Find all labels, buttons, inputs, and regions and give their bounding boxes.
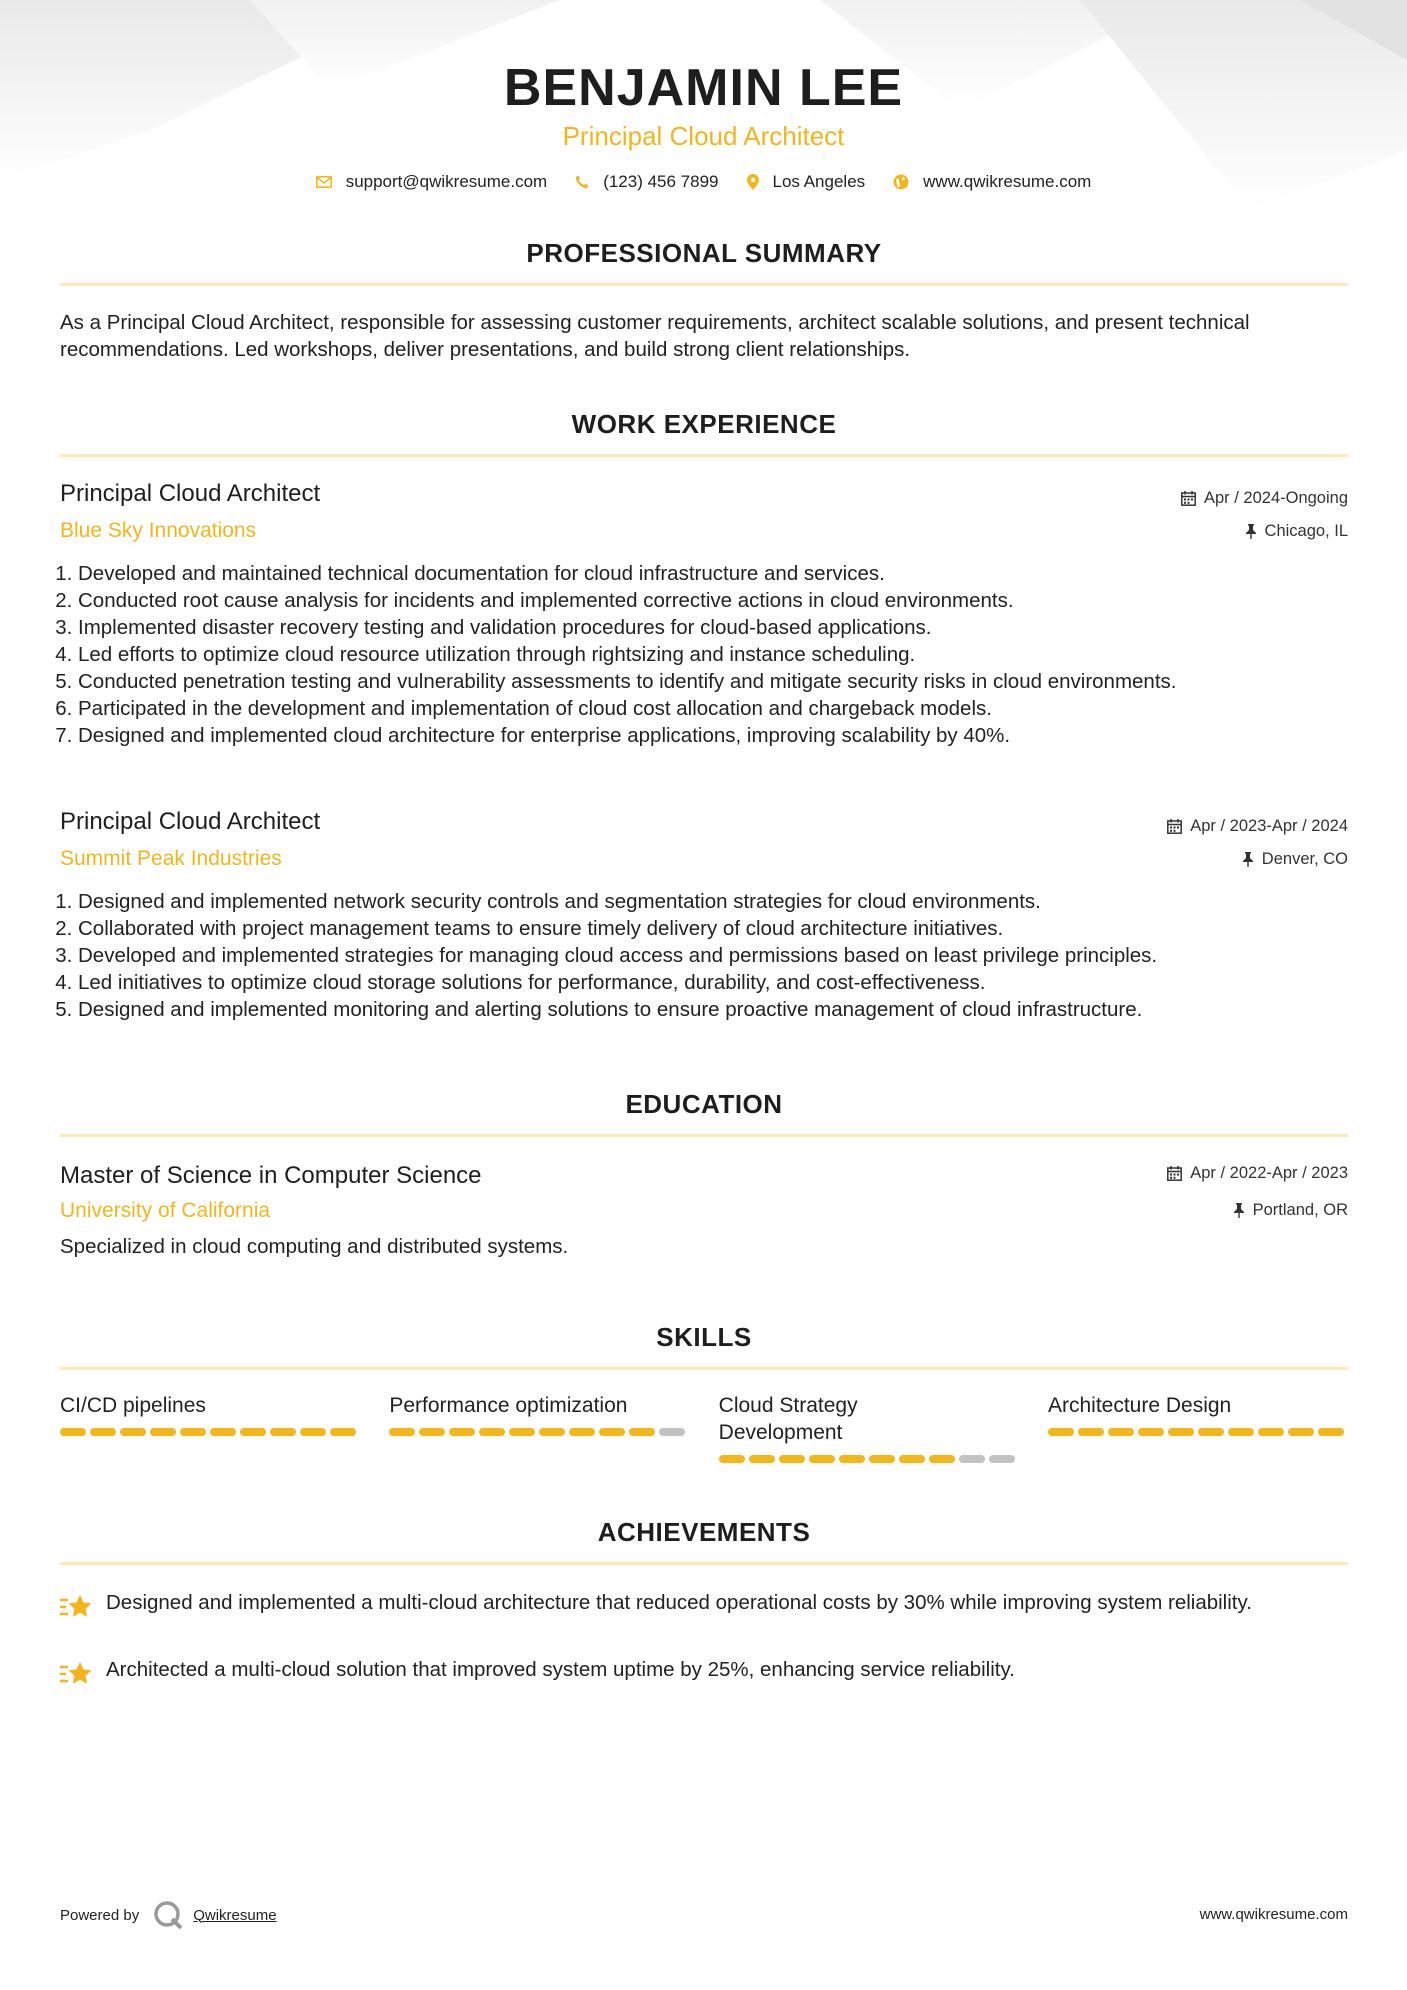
skill-segment-filled [929,1455,955,1463]
skill-item [60,1392,360,1463]
achievement-item [60,1656,1348,1688]
skill-segment-filled [899,1455,925,1463]
contact-website[interactable] [893,172,1091,192]
education-dates [1167,1164,1348,1183]
job-duties-list [60,560,1366,749]
education-location-text: Portland, OR [1252,1201,1348,1219]
duty-item: 1. Designed and implemented network security controls and segmentation strategies for cloud environments. [78,888,1366,915]
contact-phone[interactable] [575,172,718,192]
education-description: Specialized in cloud computing and distributed systems. [60,1235,569,1258]
skill-segment-filled [539,1428,565,1436]
achievement-text: Architected a multi-cloud solution that improved system uptime by 25%, enhancing service reliability. [106,1658,1015,1681]
skill-segment-filled [1198,1428,1224,1436]
achievements-heading: ACHIEVEMENTS [597,1517,811,1547]
job-location [1245,522,1348,541]
experience-heading: WORK EXPERIENCE [571,409,837,439]
skill-name: Architecture Design [1047,1394,1232,1417]
skill-item [1048,1392,1348,1463]
skill-segment-filled [1108,1428,1134,1436]
skill-segment-empty [959,1455,985,1463]
envelope-icon [316,176,332,188]
section-divider [60,1367,1348,1370]
skill-segment-filled [569,1428,595,1436]
skill-segment-filled [240,1428,266,1436]
summary-text: As a Principal Cloud Architect, responsible for assessing customer requirements, architect scalable solutions, and present technical recommendations. Led workshops, deliver presentations, and build strong client relationships. [60,311,1250,361]
skill-segment-filled [869,1455,895,1463]
duty-item: 3. Implemented disaster recovery testing and validation procedures for cloud-based applications. [78,614,1366,641]
job-title: Principal Cloud Architect [60,480,321,507]
contact-location [747,172,866,192]
skill-segment-filled [210,1428,236,1436]
skill-name: Cloud Strategy Development [718,1394,858,1444]
skill-segment-filled [629,1428,655,1436]
duty-item: 3. Developed and implemented strategies for managing cloud access and permissions based on least privilege principles. [78,942,1366,969]
section-divider [60,454,1348,457]
job-location-text: Chicago, IL [1264,522,1348,540]
pushpin-icon [1245,524,1257,539]
skill-item [719,1392,1019,1463]
achievement-text: Designed and implemented a multi-cloud architecture that reduced operational costs by 30% while improving system reliability. [106,1591,1252,1614]
skill-segment-filled [419,1428,445,1436]
skills-heading: SKILLS [656,1322,752,1352]
skill-segment-filled [120,1428,146,1436]
company-name: Blue Sky Innovations [60,519,257,542]
section-divider [60,1134,1348,1137]
skill-segment-filled [599,1428,625,1436]
qwikresume-logo-icon [153,1900,185,1930]
education-dates-text: Apr / 2022-Apr / 2023 [1190,1164,1348,1182]
job-location-text: Denver, CO [1261,850,1348,868]
skill-segment-filled [449,1428,475,1436]
map-pin-icon [747,174,759,190]
skill-segment-filled [809,1455,835,1463]
skill-name: CI/CD pipelines [60,1394,206,1417]
resume-header [0,58,1407,152]
contact-location-text: Los Angeles [772,172,866,191]
skill-item [389,1392,689,1463]
duty-item: 2. Conducted root cause analysis for incidents and implemented corrective actions in cloud environments. [78,587,1366,614]
globe-icon [893,174,909,190]
skill-segment-filled [1048,1428,1074,1436]
company-name: Summit Peak Industries [60,847,282,870]
calendar-icon [1167,819,1182,834]
contact-email-text: support@qwikresume.com [345,172,548,191]
section-divider [60,283,1348,286]
calendar-icon [1181,491,1196,506]
section-divider [60,1562,1348,1565]
skill-segment-filled [270,1428,296,1436]
skill-rating-bar [60,1428,360,1436]
contact-bar [0,172,1407,192]
duty-item: 5. Conducted penetration testing and vulnerability assessments to identify and mitigate security risks in cloud environments. [78,668,1366,695]
skill-name: Performance optimization [389,1394,628,1417]
skill-segment-empty [989,1455,1015,1463]
job-dates [1181,489,1348,508]
duty-item: 7. Designed and implemented cloud architecture for enterprise applications, improving scalability by 40%. [78,722,1366,749]
powered-by-label: Powered by [60,1906,140,1924]
skill-segment-filled [180,1428,206,1436]
skill-segment-filled [150,1428,176,1436]
job-dates-text: Apr / 2023-Apr / 2024 [1190,817,1348,835]
skill-segment-filled [1228,1428,1254,1436]
job-dates-text: Apr / 2024-Ongoing [1203,489,1348,507]
qwikresume-link[interactable]: Qwikresume [193,1906,277,1924]
job-location [1242,850,1348,869]
duty-item: 6. Participated in the development and implementation of cloud cost allocation and chargeback models. [78,695,1366,722]
star-badge-icon [60,1593,94,1621]
degree-title: Master of Science in Computer Science [60,1162,482,1189]
skill-segment-filled [1168,1428,1194,1436]
skill-segment-filled [1258,1428,1284,1436]
skill-rating-bar [1048,1428,1348,1436]
education-location [1233,1201,1348,1220]
skills-grid [60,1392,1348,1463]
skill-rating-bar [719,1455,1019,1463]
skill-segment-filled [90,1428,116,1436]
skill-segment-filled [779,1455,805,1463]
contact-email[interactable] [316,172,548,192]
skill-segment-filled [330,1428,356,1436]
footer-website[interactable]: www.qwikresume.com [1199,1906,1348,1923]
achievement-item [60,1589,1348,1621]
job-dates [1167,817,1348,836]
candidate-role: Principal Cloud Architect [562,121,845,151]
school-name: University of California [60,1199,271,1222]
skill-segment-filled [1078,1428,1104,1436]
contact-phone-text: (123) 456 7899 [603,172,719,191]
contact-website-text: www.qwikresume.com [923,172,1092,191]
candidate-name: BENJAMIN LEE [503,59,904,117]
skill-segment-filled [389,1428,415,1436]
skill-segment-filled [839,1455,865,1463]
skill-segment-empty [659,1428,685,1436]
calendar-icon [1167,1166,1182,1181]
duty-item: 4. Led initiatives to optimize cloud storage solutions for performance, durability, and cost-effectiveness. [78,969,1366,996]
skill-segment-filled [1318,1428,1344,1436]
skill-segment-filled [1288,1428,1314,1436]
skill-segment-filled [749,1455,775,1463]
duty-item: 4. Led efforts to optimize cloud resource utilization through rightsizing and instance scheduling. [78,641,1366,668]
duty-item: 2. Collaborated with project management teams to ensure timely delivery of cloud architecture initiatives. [78,915,1366,942]
skill-segment-filled [60,1428,86,1436]
job-title: Principal Cloud Architect [60,808,321,835]
skill-segment-filled [479,1428,505,1436]
skill-segment-filled [509,1428,535,1436]
duty-item: 5. Designed and implemented monitoring and alerting solutions to ensure proactive management of cloud infrastructure. [78,996,1366,1023]
duty-item: 1. Developed and maintained technical documentation for cloud infrastructure and services. [78,560,1366,587]
skill-segment-filled [719,1455,745,1463]
education-heading: EDUCATION [625,1089,783,1119]
skill-segment-filled [1138,1428,1164,1436]
star-badge-icon [60,1660,94,1688]
summary-heading: PROFESSIONAL SUMMARY [526,238,882,268]
skill-segment-filled [300,1428,326,1436]
footer-powered-by [60,1900,277,1930]
pushpin-icon [1242,852,1254,867]
skill-rating-bar [389,1428,689,1436]
job-duties-list [60,888,1366,1023]
pushpin-icon [1233,1203,1245,1218]
phone-icon [575,175,589,189]
